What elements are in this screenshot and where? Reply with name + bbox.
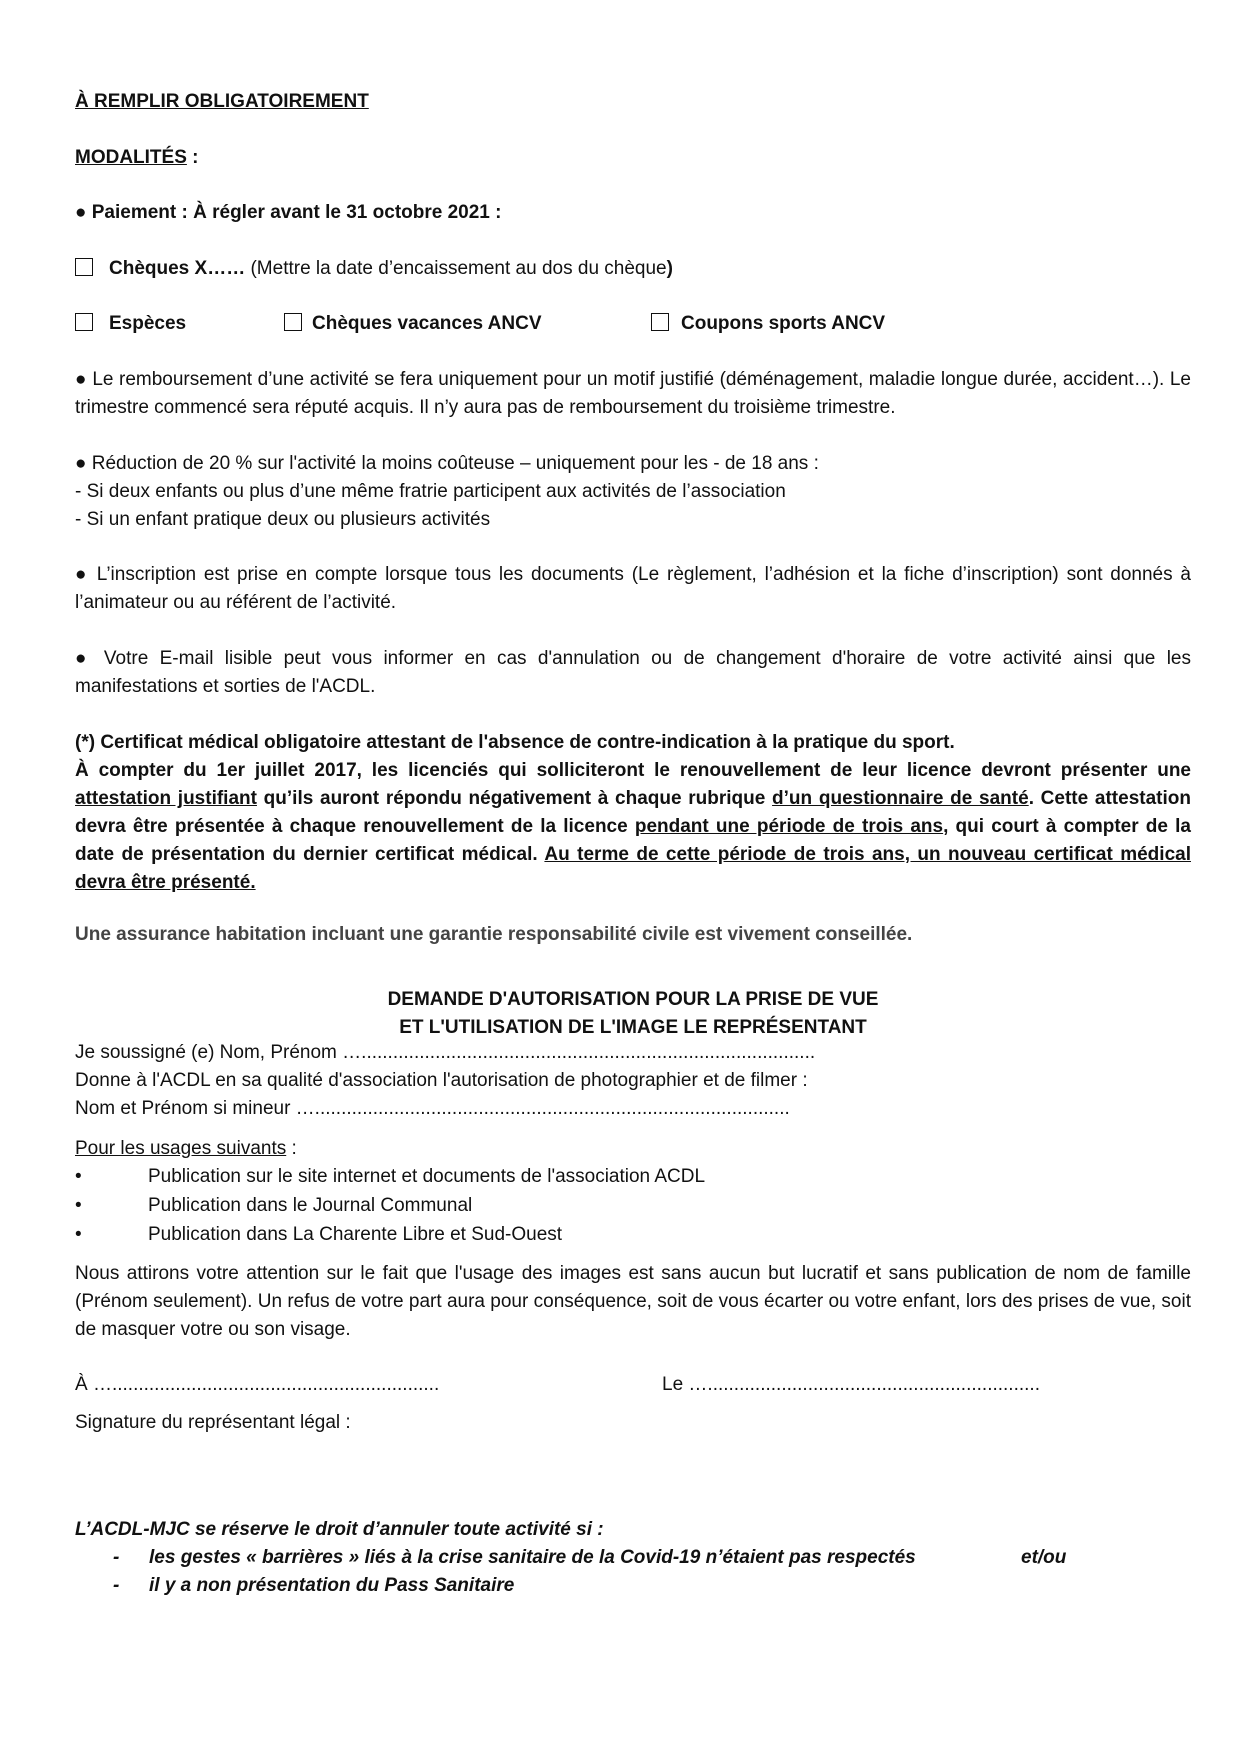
- cancellation-item-1: les gestes « barrières » liés à la crise sanitaire de la Covid-19 n’étaient pas respectés: [149, 1547, 916, 1568]
- cheques-label: Chèques X……: [109, 258, 246, 279]
- cheques-vacances-checkbox[interactable]: [284, 313, 302, 331]
- usages-suffix: :: [286, 1138, 297, 1159]
- authorization-title-line-1: DEMANDE D'AUTORISATION POUR LA PRISE DE VUE: [387, 989, 879, 1010]
- image-usage-notice: Nous attirons votre attention sur le fait que l'usage des images est sans aucun but lucratif et sans publication de nom de famille (Prénom seulement). Un refus de votre part aura pour conséquence, soit de vous écarter ou votre enfant, lors des prises de vue, soit de masquer votre ou son visage.: [75, 1263, 1191, 1340]
- medical-certificate-title: (*) Certificat médical obligatoire attestant de l'absence de contre-indication à la pratique du sport.: [75, 732, 955, 753]
- name-field-line[interactable]: Je soussigné (e) Nom, Prénom …......................................................................................: [75, 1042, 816, 1063]
- usage-text: Publication dans La Charente Libre et Sud-Ouest: [148, 1224, 563, 1245]
- insurance-notice: Une assurance habitation incluant une garantie responsabilité civile est vivement conseillée.: [75, 924, 913, 945]
- discount-line-1: ● Réduction de 20 % sur l'activité la moins coûteuse – uniquement pour les - de 18 ans :: [75, 453, 819, 474]
- cancellation-policy: [75, 1516, 1191, 1596]
- cert-text-d: d’un questionnaire de santé: [772, 788, 1029, 809]
- medical-certificate-block: [75, 729, 1191, 897]
- bullet-icon: •: [75, 1224, 82, 1245]
- usage-text: Publication sur le site internet et documents de l'association ACDL: [148, 1166, 706, 1187]
- cert-text-c: qu’ils auront répondu négativement à chaque rubrique: [256, 788, 773, 809]
- email-notice: ● Votre E-mail lisible peut vous informer en cas d'annulation ou de changement d'horaire de votre activité ainsi que les manifestations et sorties de l'ACDL.: [75, 648, 1191, 697]
- bullet-icon: •: [75, 1195, 82, 1216]
- especes-option: [75, 310, 186, 338]
- coupons-label: Coupons sports ANCV: [681, 313, 886, 334]
- refund-policy: ● Le remboursement d’une activité se fera uniquement pour un motif justifié (déménagement, maladie longue durée, accident…). Le trimestre commencé sera réputé acquis. Il n’y aura pas de remboursement du troisième trimestre.: [75, 369, 1191, 418]
- payment-deadline: ● Paiement : À régler avant le 31 octobre 2021 :: [75, 202, 502, 223]
- coupons-option: [651, 310, 885, 338]
- bullet-icon: •: [75, 1166, 82, 1187]
- payment-row-options: [75, 310, 1191, 338]
- cheques-vacances-option: [284, 310, 542, 338]
- cancellation-title: L’ACDL-MJC se réserve le droit d’annuler toute activité si :: [75, 1519, 604, 1540]
- cert-text-g: , qui court à compter de la date de présentation du dernier certificat médical.: [75, 816, 1191, 865]
- heading: À REMPLIR OBLIGATOIREMENT: [75, 91, 369, 112]
- authorization-fields: [75, 1039, 1191, 1123]
- authorization-title-line-2: ET L'UTILISATION DE L'IMAGE LE REPRÉSENTANT: [399, 1017, 867, 1038]
- date-field[interactable]: Le …...............................................................: [662, 1374, 1040, 1395]
- especes-label: Espèces: [109, 313, 187, 334]
- usages-list: [75, 1163, 1191, 1253]
- modalites-suffix: :: [186, 147, 199, 168]
- especes-checkbox[interactable]: [75, 313, 93, 331]
- discount-policy: [75, 450, 1191, 534]
- usage-text: Publication dans le Journal Communal: [148, 1195, 473, 1216]
- cert-text-e: . Cette attestation devra être présentée à chaque renouvellement de la licence: [75, 788, 1191, 837]
- discount-line-2: - Si deux enfants ou plus d’une même fratrie participent aux activités de l’association: [75, 481, 786, 502]
- cert-text-b: attestation justifiant: [75, 788, 257, 809]
- cert-text-f: pendant une période de trois ans: [634, 816, 944, 837]
- modalites-heading: [75, 144, 1191, 172]
- payment-row-cheques: [75, 255, 1191, 283]
- registration-policy: ● L’inscription est prise en compte lorsque tous les documents (Le règlement, l’adhésion et la fiche d’inscription) sont donnés à l’animateur ou au référent de l’activité.: [75, 564, 1191, 613]
- cheques-note: (Mettre la date d’encaissement au dos du chèque: [245, 258, 667, 279]
- coupons-checkbox[interactable]: [651, 313, 669, 331]
- cancellation-item-1-suffix: et/ou: [1021, 1547, 1067, 1568]
- usages-heading: [75, 1135, 1191, 1163]
- place-field[interactable]: À …..............................................................: [75, 1374, 440, 1395]
- place-date-row: [75, 1371, 1191, 1399]
- dash-marker: -: [113, 1547, 120, 1568]
- usages-label: Pour les usages suivants: [75, 1138, 287, 1159]
- authorization-statement: Donne à l'ACDL en sa qualité d'association l'autorisation de photographier et de filmer :: [75, 1070, 808, 1091]
- modalites-label: MODALITÉS: [75, 147, 187, 168]
- cheques-close: ): [666, 258, 673, 279]
- signature-label: Signature du représentant légal :: [75, 1412, 351, 1433]
- discount-line-3: - Si un enfant pratique deux ou plusieurs activités: [75, 509, 491, 530]
- cheques-checkbox[interactable]: [75, 258, 93, 276]
- dash-marker: -: [113, 1575, 120, 1596]
- cancellation-item-2: il y a non présentation du Pass Sanitaire: [149, 1575, 515, 1596]
- medical-certificate-text: [75, 757, 1191, 897]
- cert-text-a: À compter du 1er juillet 2017, les licenciés qui solliciteront le renouvellement de leur licence devront présenter une: [75, 760, 1191, 781]
- cheques-vacances-label: Chèques vacances ANCV: [312, 313, 542, 334]
- image-authorization-title: [75, 986, 1191, 1042]
- cert-text-h: Au terme de cette période de trois ans, un nouveau certificat médical devra être présenté.: [75, 844, 1191, 893]
- minor-name-field-line[interactable]: Nom et Prénom si mineur …..........................................................................................: [75, 1098, 790, 1119]
